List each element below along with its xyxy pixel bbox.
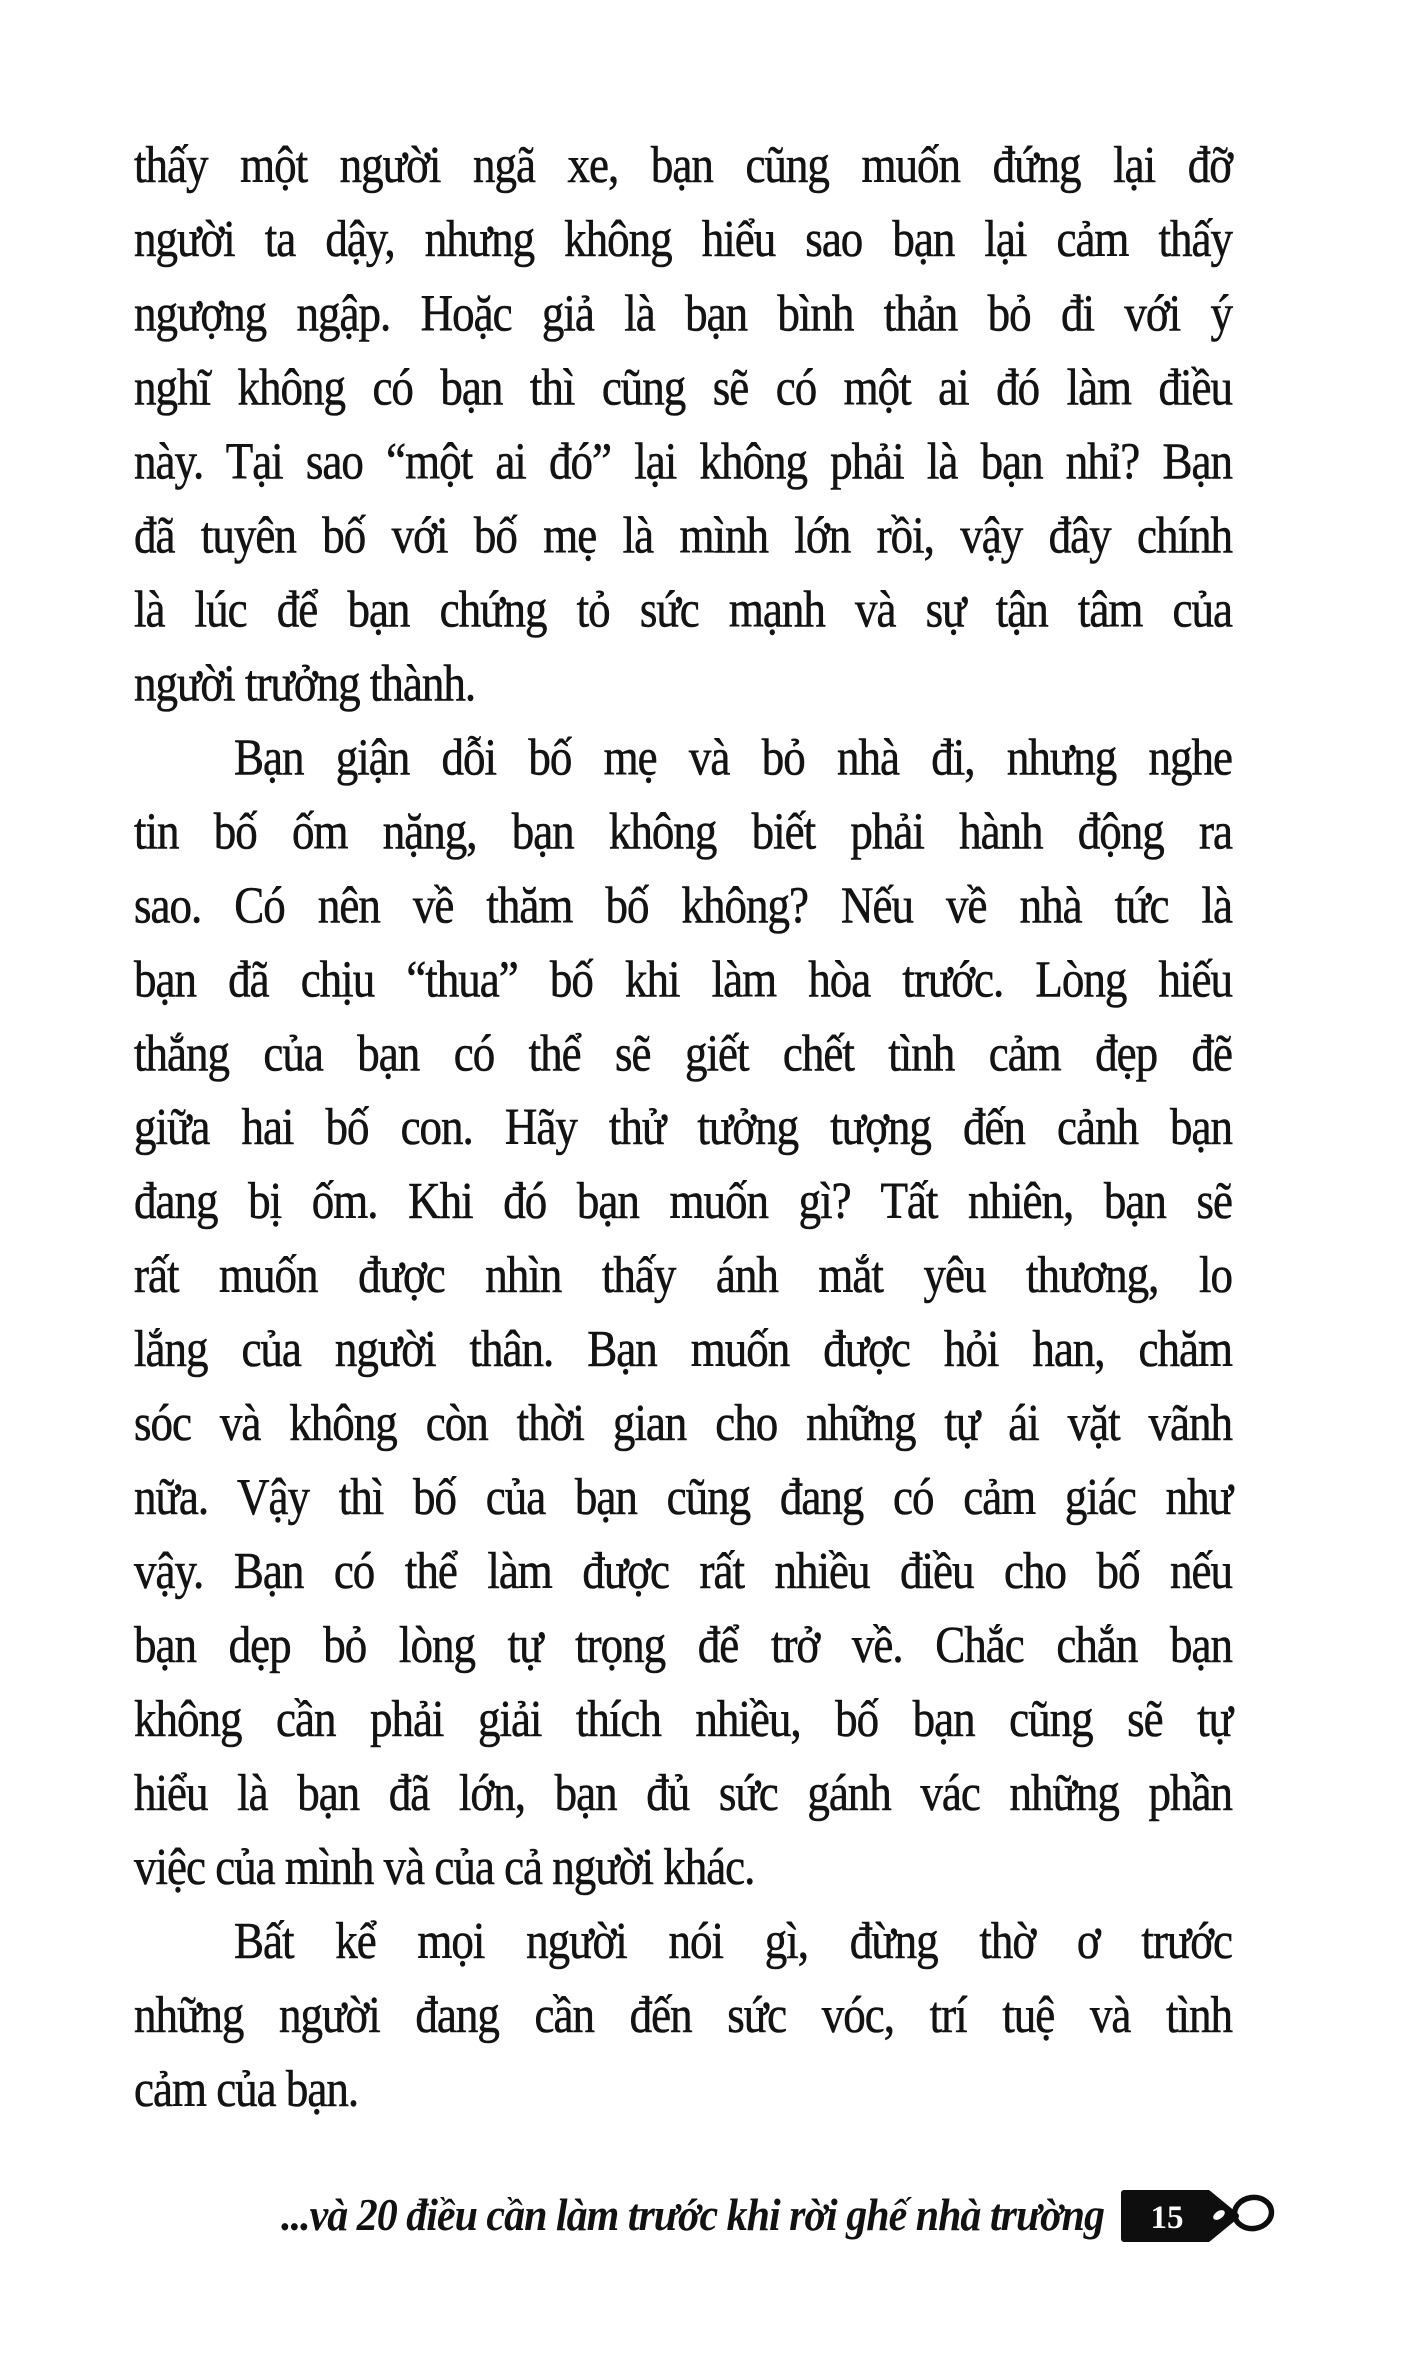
running-title: ...và 20 điều cần làm trước khi rời ghế nhà trường [281, 2191, 1104, 2241]
paragraph [134, 720, 1232, 1904]
text-line: sóc và không còn thời gian cho những tự ái vặt vãnh [134, 1394, 1232, 1452]
text-line: vậy. Bạn có thể làm được rất nhiều điều cho bố nếu [134, 1542, 1232, 1600]
text-line: nữa. Vậy thì bố của bạn cũng đang có cảm giác như [134, 1468, 1232, 1526]
text-line: hiểu là bạn đã lớn, bạn đủ sức gánh vác những phần [134, 1764, 1232, 1822]
text-line: lắng của người thân. Bạn muốn được hỏi han, chăm [134, 1320, 1232, 1378]
text-line: nghĩ không có bạn thì cũng sẽ có một ai đó làm điều [134, 358, 1232, 416]
text-line: không cần phải giải thích nhiều, bố bạn cũng sẽ tự [134, 1690, 1232, 1748]
text-line: tin bố ốm nặng, bạn không biết phải hành động ra [134, 802, 1232, 860]
text-line: đang bị ốm. Khi đó bạn muốn gì? Tất nhiên, bạn sẽ [134, 1172, 1232, 1230]
text-line: bạn đã chịu “thua” bố khi làm hòa trước. Lòng hiếu [134, 950, 1232, 1008]
text-line: cảm của bạn. [134, 2060, 359, 2118]
page-number-tag-icon [1120, 2186, 1278, 2246]
text-line: giữa hai bố con. Hãy thử tưởng tượng đến cảnh bạn [134, 1098, 1232, 1156]
paragraph [134, 128, 1232, 720]
text-line: việc của mình và của cả người khác. [134, 1838, 755, 1896]
text-line: những người đang cần đến sức vóc, trí tuệ và tình [134, 1986, 1232, 2044]
text-line: thấy một người ngã xe, bạn cũng muốn đứng lại đỡ [134, 136, 1232, 194]
page-body-text [134, 128, 1232, 2126]
text-line: Bất kể mọi người nói gì, đừng thờ ơ trước [234, 1912, 1232, 1970]
paragraph [134, 1904, 1232, 2126]
text-line: là lúc để bạn chứng tỏ sức mạnh và sự tận tâm của [134, 580, 1232, 638]
tag-string-icon [1233, 2195, 1274, 2231]
text-line: Bạn giận dỗi bố mẹ và bỏ nhà đi, nhưng nghe [234, 728, 1232, 786]
page-footer [0, 2178, 1408, 2254]
text-line: này. Tại sao “một ai đó” lại không phải là bạn nhỉ? Bạn [134, 432, 1232, 490]
text-line: đã tuyên bố với bố mẹ là mình lớn rồi, vậy đây chính [134, 506, 1232, 564]
text-line: rất muốn được nhìn thấy ánh mắt yêu thương, lo [134, 1246, 1232, 1304]
text-line: ngượng ngập. Hoặc giả là bạn bình thản bỏ đi với ý [134, 284, 1232, 342]
text-line: người ta dậy, nhưng không hiểu sao bạn lại cảm thấy [134, 210, 1232, 268]
text-line: người trưởng thành. [134, 654, 476, 712]
page-number: 15 [1150, 2200, 1184, 2236]
text-line: bạn dẹp bỏ lòng tự trọng để trở về. Chắc chắn bạn [134, 1616, 1232, 1674]
text-line: thắng của bạn có thể sẽ giết chết tình cảm đẹp đẽ [134, 1024, 1232, 1082]
text-line: sao. Có nên về thăm bố không? Nếu về nhà tức là [134, 876, 1232, 934]
